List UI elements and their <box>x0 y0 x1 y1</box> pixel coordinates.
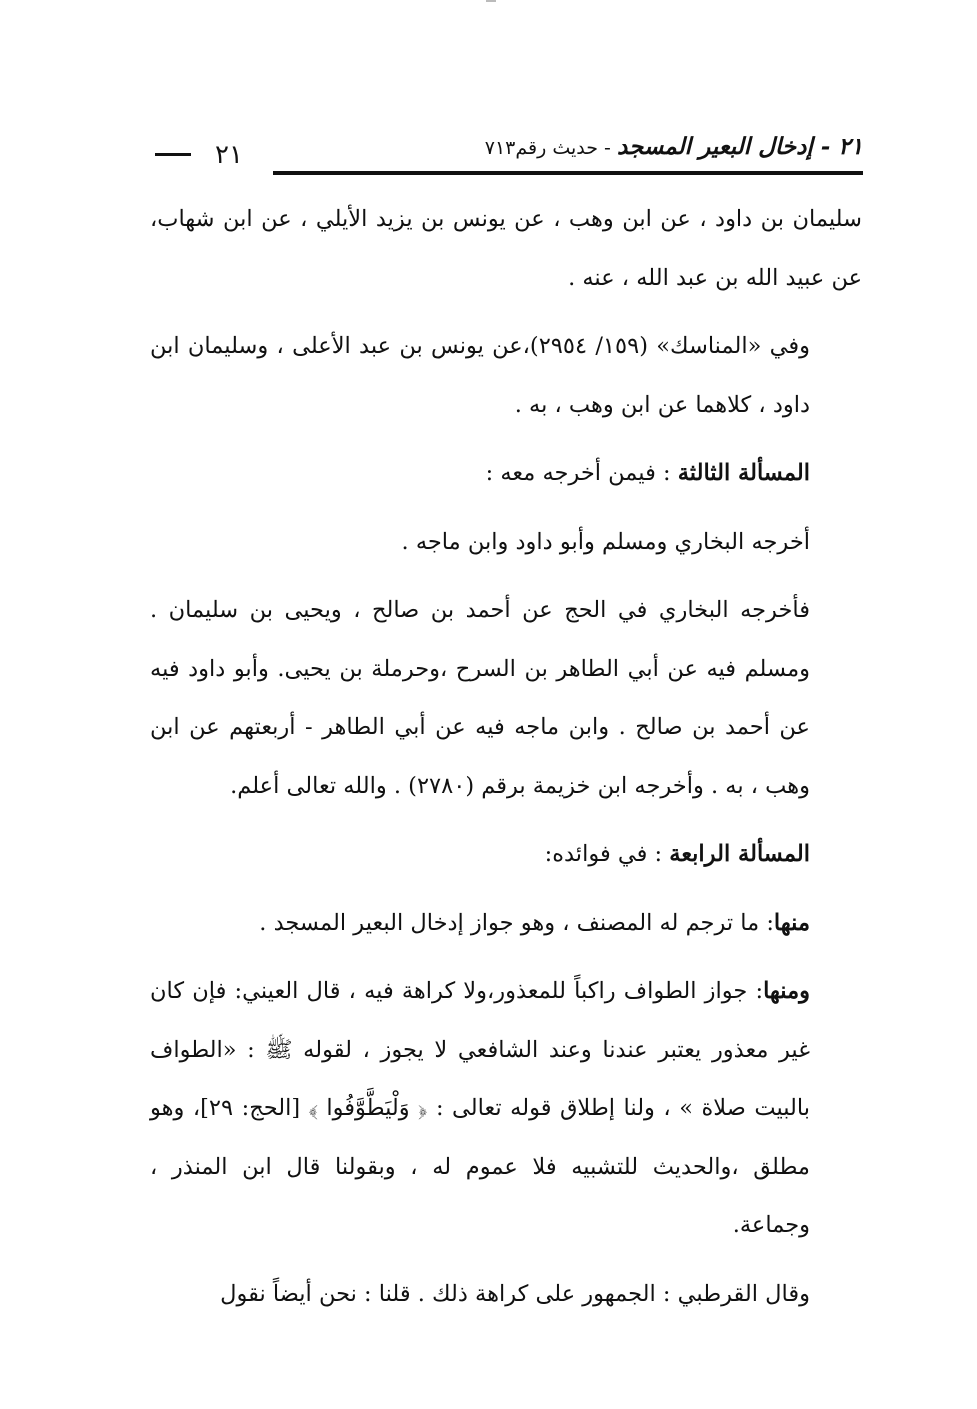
paragraph-collector-details <box>150 581 862 815</box>
running-header <box>155 132 863 180</box>
header-rule <box>273 171 863 175</box>
paragraph-manasik-reference <box>150 317 862 434</box>
paragraph-chain-continuation <box>150 190 862 307</box>
paragraph-text: : فيمن أخرجه معه : <box>485 460 678 486</box>
benefit-label: ومنها <box>763 978 810 1004</box>
section-label: المسألة الثالثة <box>677 460 810 486</box>
paragraph-collectors <box>150 513 862 572</box>
paragraph-benefit-one <box>150 894 862 953</box>
page-number-rule <box>155 153 191 156</box>
paragraph-qurtubi <box>150 1265 862 1324</box>
section-heading-third-issue <box>150 444 862 503</box>
page-number: ٢١ <box>215 140 243 170</box>
chapter-title: ٢١ - إدخال البعير المسجد <box>616 133 863 160</box>
header-title <box>485 132 863 163</box>
paragraph-text: سليمان بن داود ، عن ابن وهب ، عن يونس بن يزيد الأيلي ، عن ابن شهاب، عن عبيد الله بن عبد الله ، عنه . <box>150 206 862 291</box>
paragraph-benefit-two <box>150 962 862 1255</box>
paragraph-text: : ما ترجم له المصنف ، وهو جواز إدخال البعير المسجد . <box>259 909 774 936</box>
paragraph-text: فأخرجه البخاري في الحج عن أحمد بن صالح ، ويحيى بن سليمان . ومسلم فيه عن أبي الطاهر بن السرح ،وحرملة بن يحيى. وأبو داود فيه عن أحمد بن صالح . وابن ماجه فيه عن أبي الطاهر - أربعتهم عن ابن وهب ، به . وأخرجه ابن خزيمة برقم (٢٧٨٠) . والله تعالى أعلم. <box>150 597 810 799</box>
benefit-label: منها <box>773 909 810 936</box>
paragraph-text: أخرجه البخاري ومسلم وأبو داود وابن ماجه . <box>401 528 810 555</box>
section-heading-fourth-issue <box>150 825 862 884</box>
top-margin-mark <box>486 0 496 2</box>
page-body <box>150 190 862 1323</box>
section-label: المسألة الرابعة <box>669 841 810 867</box>
hadith-number: - حديث رقم٧١٣ <box>484 137 617 159</box>
paragraph-text: : جواز الطواف راكباً للمعذور،ولا كراهة فيه ، قال العيني: فإن كان غير معذور يعتبر عندنا وعند الشافعي لا يجوز ، لقوله ﷺ : «الطواف بالبيت صلاة » ، ولنا إطلاق قوله تعالى : ﴿ وَلْيَطَّوَّفُوا ﴾ [الحج: ٢٩]، وهو مطلق ،والحديث للتشبيه فلا عموم له ، وبقولنا قال ابن المنذر ، وجماعة. <box>150 978 810 1238</box>
paragraph-text: : في فوائده: <box>544 841 670 867</box>
paragraph-text: وقال القرطبي : الجمهور على كراهة ذلك . قلنا : نحن أيضاً نقول <box>220 1280 810 1307</box>
paragraph-text: وفي «المناسك» (١٥٩/ ٢٩٥٤)،عن يونس بن عبد الأعلى ، وسليمان ابن داود ، كلاهما عن ابن وهب ، به . <box>150 333 810 418</box>
